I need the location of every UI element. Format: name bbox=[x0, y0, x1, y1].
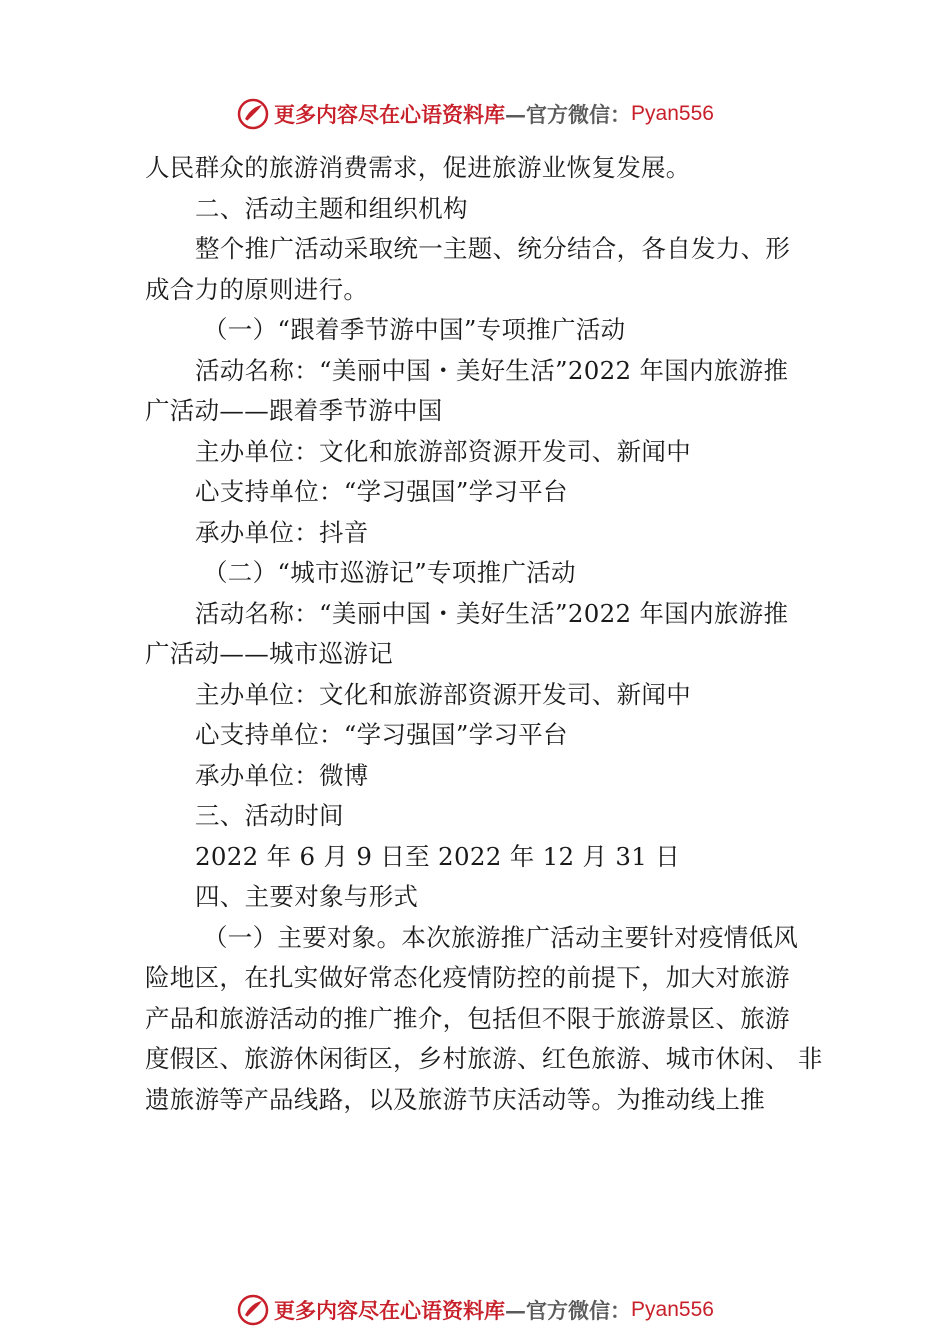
watermark-wechat-label: 官方微信： bbox=[526, 1298, 632, 1323]
section-heading: 四、主要对象与形式 bbox=[195, 882, 419, 911]
seal-logo-icon bbox=[236, 1293, 270, 1327]
watermark-brand: 更多内容尽在心语资料库 bbox=[274, 102, 506, 127]
subsection-heading: （二）“城市巡游记”专项推广活动 bbox=[203, 558, 576, 587]
seal-logo-icon bbox=[236, 97, 270, 131]
subsection-heading: （一）“跟着季节游中国”专项推广活动 bbox=[203, 315, 626, 344]
paragraph-line: 广活动——跟着季节游中国 bbox=[145, 396, 443, 425]
watermark-wechat-label: 官方微信： bbox=[526, 102, 632, 127]
paragraph-line: 遗旅游等产品线路，以及旅游节庆活动等。为推动线上推 bbox=[145, 1084, 765, 1114]
paragraph-line: 险地区，在扎实做好常态化疫情防控的前提下，加大对旅游 bbox=[145, 963, 790, 992]
watermark-wechat-id: Pyan556 bbox=[631, 1298, 714, 1321]
paragraph-line: 主办单位：文化和旅游部资源开发司、新闻中 bbox=[195, 436, 691, 466]
watermark-brand: 更多内容尽在心语资料库 bbox=[274, 1298, 506, 1323]
watermark-wechat-id: Pyan556 bbox=[631, 102, 714, 125]
paragraph-line: 活动名称：“美丽中国・美好生活”2022 年国内旅游推 bbox=[195, 598, 789, 628]
paragraph-line: 成合力的原则进行。 bbox=[145, 274, 369, 304]
paragraph-line: 产品和旅游活动的推广推介，包括但不限于旅游景区、旅游 bbox=[145, 1003, 790, 1033]
paragraph-line: 承办单位：微博 bbox=[195, 760, 369, 790]
paragraph-line: 广活动——城市巡游记 bbox=[145, 639, 393, 668]
document-body bbox=[145, 148, 823, 1120]
section-heading: 二、活动主题和组织机构 bbox=[195, 193, 468, 223]
paragraph-line: 主办单位：文化和旅游部资源开发司、新闻中 bbox=[195, 679, 691, 709]
watermark-footer bbox=[0, 1290, 950, 1330]
paragraph-line: 活动名称：“美丽中国・美好生活”2022 年国内旅游推 bbox=[195, 355, 789, 385]
paragraph-line: （一）主要对象。本次旅游推广活动主要针对疫情低风 bbox=[203, 922, 799, 952]
paragraph-line: 心支持单位：“学习强国”学习平台 bbox=[195, 720, 568, 749]
watermark-separator: — bbox=[505, 1297, 527, 1323]
section-heading: 三、活动时间 bbox=[195, 801, 344, 830]
paragraph-line: 整个推广活动采取统一主题、统分结合，各自发力、形 bbox=[195, 234, 791, 263]
paragraph-line: 度假区、旅游休闲街区，乡村旅游、红色旅游、城市休闲、 非 bbox=[145, 1044, 823, 1073]
paragraph-line: 人民群众的旅游消费需求，促进旅游业恢复发展。 bbox=[145, 153, 691, 182]
date-range: 2022 年 6 月 9 日至 2022 年 12 月 31 日 bbox=[195, 841, 680, 871]
paragraph-line: 承办单位：抖音 bbox=[195, 517, 369, 547]
watermark-header bbox=[0, 94, 950, 134]
watermark-separator: — bbox=[505, 101, 527, 127]
paragraph-line: 心支持单位：“学习强国”学习平台 bbox=[195, 477, 568, 506]
